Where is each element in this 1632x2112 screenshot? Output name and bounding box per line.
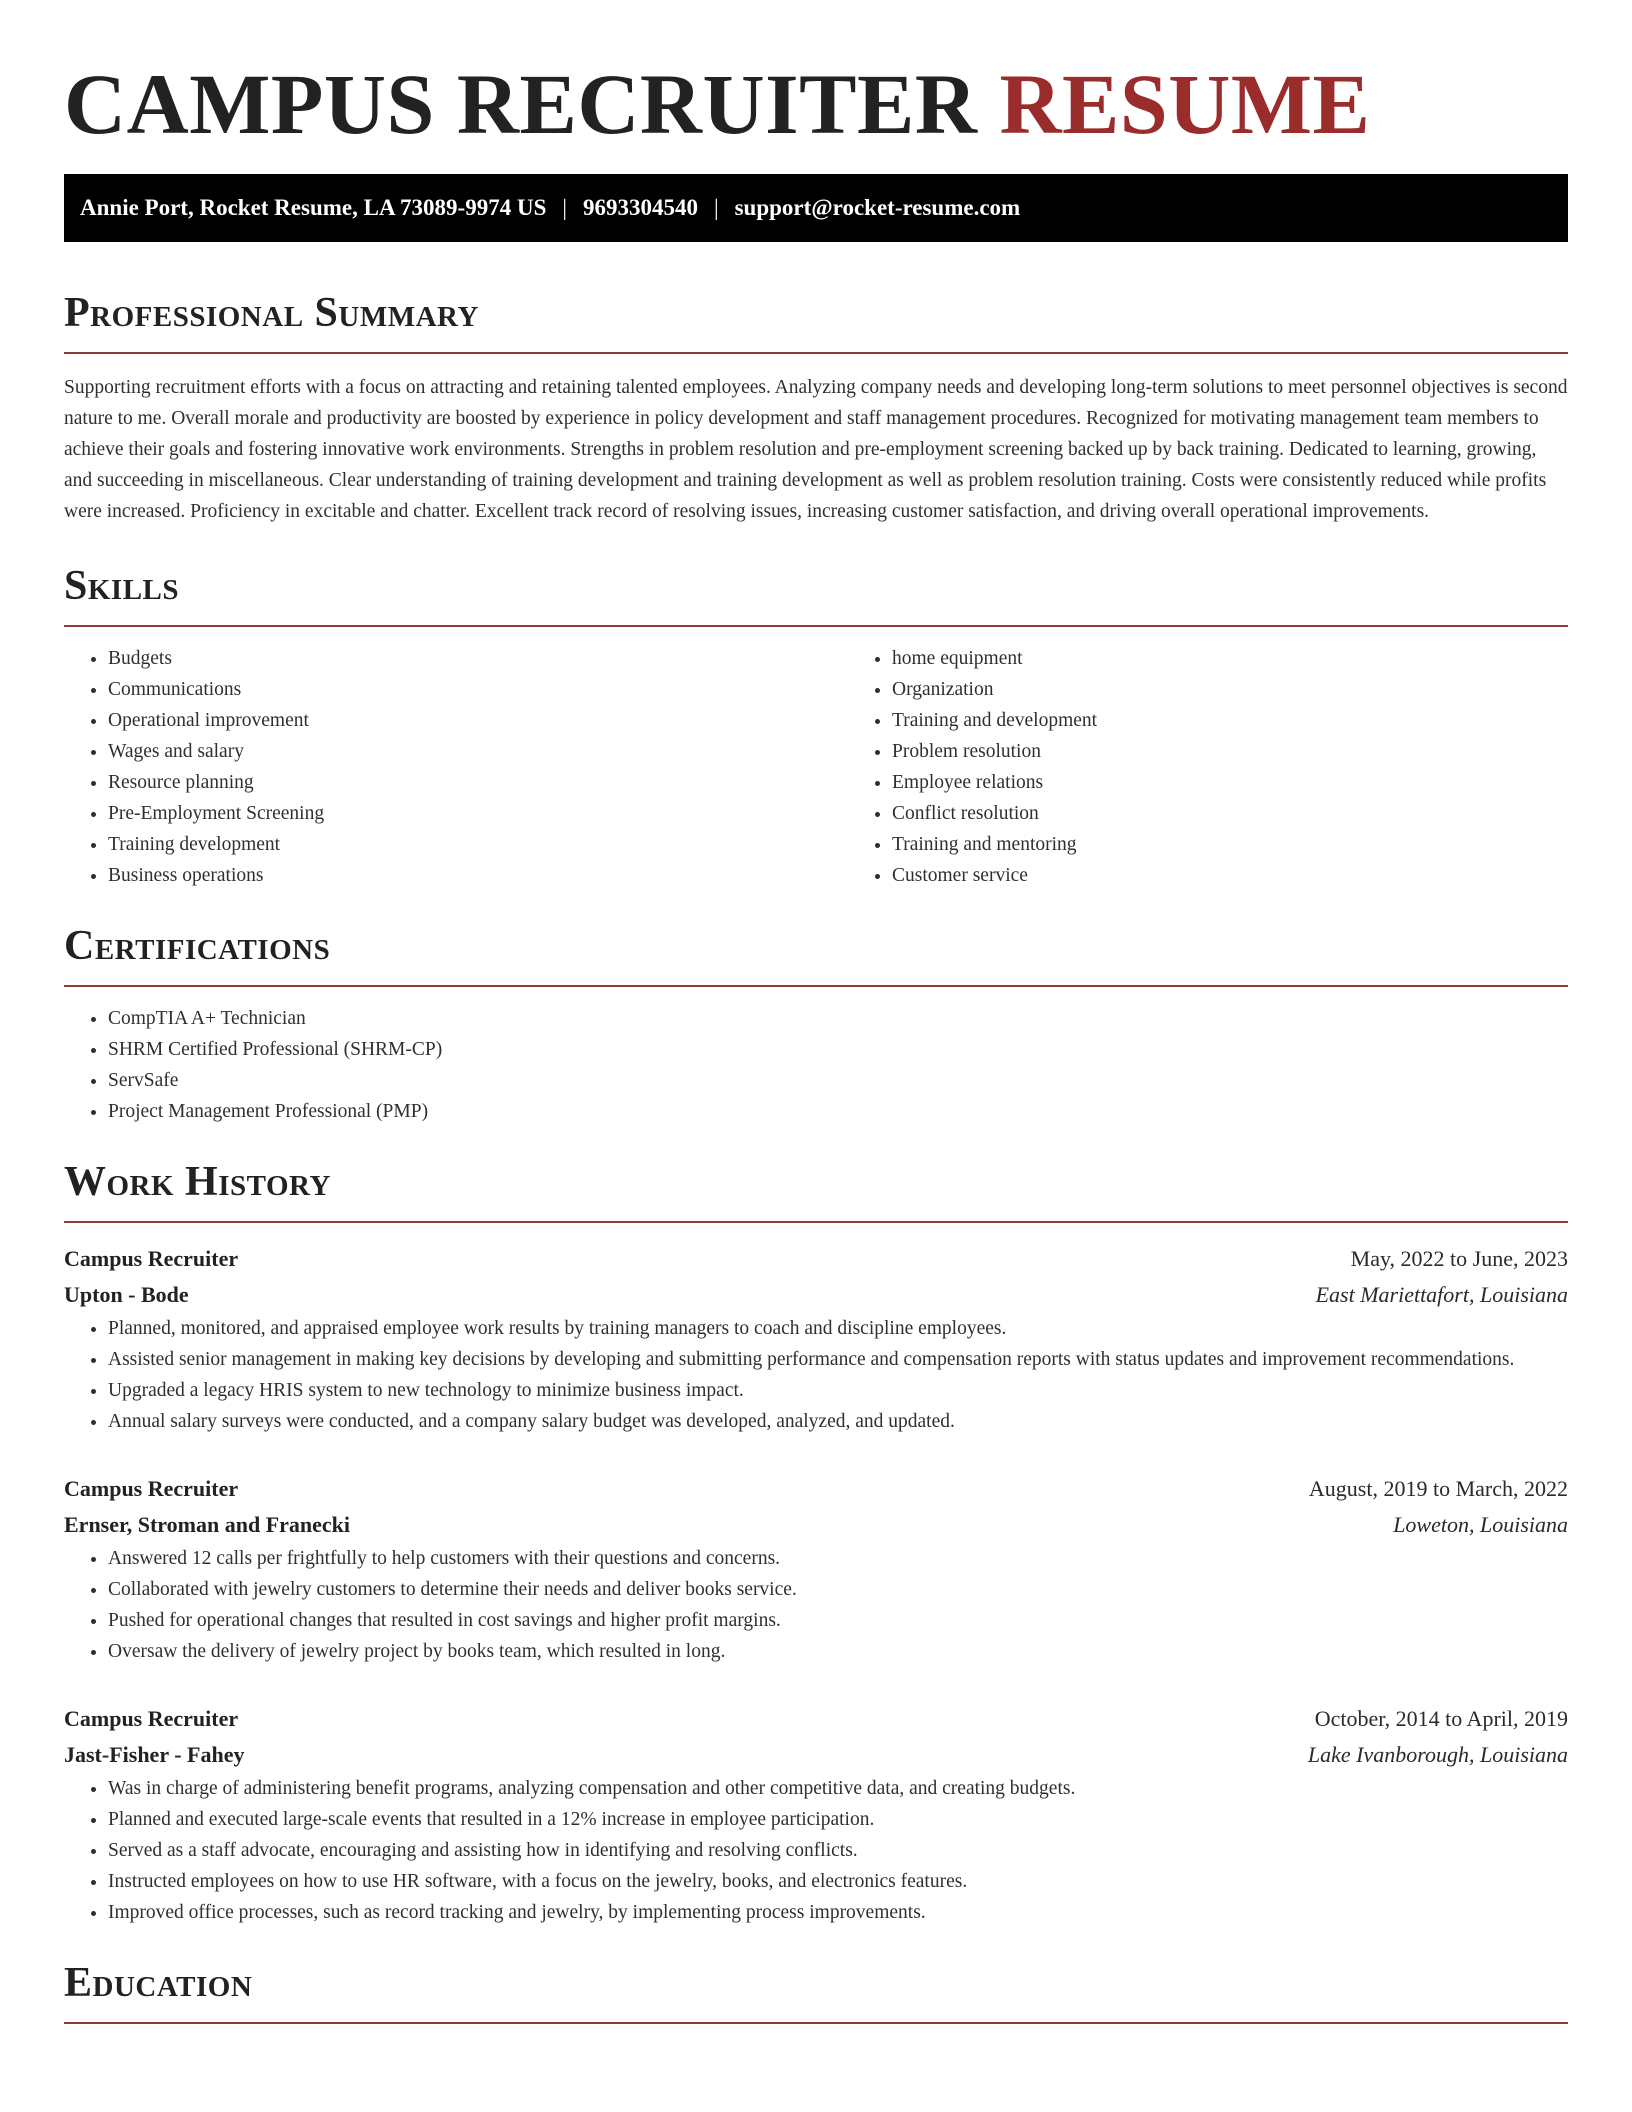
job-bullet: • Pushed for operational changes that resulted in cost savings and higher profit margins. xyxy=(108,1605,1568,1636)
skill-item: • Wages and salary xyxy=(108,736,848,767)
job-bullet: • Annual salary surveys were conducted, and a company salary budget was developed, analyzed, and updated. xyxy=(108,1406,1568,1437)
job-title-row xyxy=(64,1241,1568,1277)
job-entry xyxy=(64,1701,1568,1928)
skills-grid xyxy=(64,643,1568,891)
skill-item: • home equipment xyxy=(892,643,1632,674)
job-dates: August, 2019 to March, 2022 xyxy=(1308,1476,1568,1501)
section-divider xyxy=(64,1221,1568,1223)
skill-item: • Training and development xyxy=(892,705,1632,736)
job-entry xyxy=(64,1241,1568,1437)
job-bullet: • Collaborated with jewelry customers to determine their needs and deliver books service. xyxy=(108,1574,1568,1605)
job-entry xyxy=(64,1471,1568,1667)
certification-item: • SHRM Certified Professional (SHRM-CP) xyxy=(108,1034,1568,1065)
job-title: Campus Recruiter xyxy=(64,1476,239,1501)
work-history-section xyxy=(64,1157,1568,1928)
job-bullet: • Improved office processes, such as record tracking and jewelry, by implementing process improvements. xyxy=(108,1897,1568,1928)
job-location: Loweton, Louisiana xyxy=(1393,1512,1568,1537)
certifications-heading: Certifications xyxy=(64,923,331,969)
skills-list-left xyxy=(64,643,848,891)
title-main: CAMPUS RECRUITER xyxy=(64,56,978,152)
contact-phone: 9693304540 xyxy=(582,195,698,220)
section-divider xyxy=(64,985,1568,987)
work-history-heading: Work History xyxy=(64,1159,331,1205)
certifications-section xyxy=(64,921,1568,1127)
job-bullet: • Planned and executed large-scale events that resulted in a 12% increase in employee participation. xyxy=(108,1804,1568,1835)
skills-section xyxy=(64,561,1568,891)
skill-item: • Pre-Employment Screening xyxy=(108,798,848,829)
job-bullet: • Served as a staff advocate, encouraging and assisting how in identifying and resolving conflicts. xyxy=(108,1835,1568,1866)
job-bullets xyxy=(64,1313,1568,1437)
skill-item: • Training and mentoring xyxy=(892,829,1632,860)
job-location: East Mariettafort, Louisiana xyxy=(1315,1282,1568,1307)
job-company: Upton - Bode xyxy=(64,1282,189,1307)
certification-item: • Project Management Professional (PMP) xyxy=(108,1096,1568,1127)
job-company-row xyxy=(64,1507,1568,1543)
certification-item: • ServSafe xyxy=(108,1065,1568,1096)
contact-separator: | xyxy=(713,195,719,220)
job-bullet: • Answered 12 calls per frightfully to help customers with their questions and concerns. xyxy=(108,1543,1568,1574)
skill-item: • Business operations xyxy=(108,860,848,891)
title-accent: RESUME xyxy=(999,56,1371,152)
job-bullet: • Planned, monitored, and appraised employee work results by training managers to coach and discipline employees. xyxy=(108,1313,1568,1344)
job-bullet: • Instructed employees on how to use HR software, with a focus on the jewelry, books, and electronics features. xyxy=(108,1866,1568,1897)
contact-address: Annie Port, Rocket Resume, LA 73089-9974 US xyxy=(80,195,547,220)
skill-item: • Customer service xyxy=(892,860,1632,891)
job-bullets xyxy=(64,1543,1568,1667)
job-bullet: • Oversaw the delivery of jewelry project by books team, which resulted in long. xyxy=(108,1636,1568,1667)
skill-item: • Resource planning xyxy=(108,767,848,798)
job-location: Lake Ivanborough, Louisiana xyxy=(1307,1742,1568,1767)
contact-email[interactable]: support@rocket-resume.com xyxy=(734,195,1021,220)
section-divider xyxy=(64,352,1568,354)
skill-item: • Employee relations xyxy=(892,767,1632,798)
job-title: Campus Recruiter xyxy=(64,1246,239,1271)
section-divider xyxy=(64,2022,1568,2024)
job-company: Jast-Fisher - Fahey xyxy=(64,1742,245,1767)
summary-text: Supporting recruitment efforts with a focus on attracting and retaining talented employees. Analyzing company needs and developing long-term solutions to meet personnel objectives is second nature to me. Overall morale and productivity are boosted by experience in policy development and staff management procedures. Recognized for motivating management team members to achieve their goals and fostering innovative work environments. Strengths in problem resolution and pre-employment screening backed up by back training. Dedicated to learning, growing, and succeeding in miscellaneous. Clear understanding of training development and training development as well as problem resolution training. Costs were consistently reduced while profits were increased. Proficiency in excitable and chatter. Excellent track record of resolving issues, increasing customer satisfaction, and driving overall operational improvements. xyxy=(64,377,1568,522)
certifications-list xyxy=(64,1003,1568,1127)
skill-item: • Organization xyxy=(892,674,1632,705)
skill-item: • Budgets xyxy=(108,643,848,674)
resume-title xyxy=(64,0,1568,150)
skills-heading: Skills xyxy=(64,563,180,609)
contact-separator: | xyxy=(562,195,567,220)
contact-bar xyxy=(64,174,1568,242)
education-heading: Education xyxy=(64,1960,253,2006)
job-title: Campus Recruiter xyxy=(64,1706,239,1731)
skill-item: • Conflict resolution xyxy=(892,798,1632,829)
job-bullets xyxy=(64,1773,1568,1928)
job-company-row xyxy=(64,1737,1568,1773)
certification-item: • CompTIA A+ Technician xyxy=(108,1003,1568,1034)
job-company: Ernser, Stroman and Franecki xyxy=(64,1512,351,1537)
skill-item: • Operational improvement xyxy=(108,705,848,736)
job-bullet: • Was in charge of administering benefit programs, analyzing compensation and other competitive data, and creating budgets. xyxy=(108,1773,1568,1804)
job-dates: October, 2014 to April, 2019 xyxy=(1314,1706,1568,1731)
job-bullet: • Assisted senior management in making key decisions by developing and submitting performance and compensation reports with status updates and improvement recommendations. xyxy=(108,1344,1568,1375)
skill-item: • Training development xyxy=(108,829,848,860)
job-title-row xyxy=(64,1701,1568,1737)
skill-item: • Problem resolution xyxy=(892,736,1632,767)
education-section xyxy=(64,1958,1568,2024)
job-bullet: • Upgraded a legacy HRIS system to new technology to minimize business impact. xyxy=(108,1375,1568,1406)
job-title-row xyxy=(64,1471,1568,1507)
skill-item: • Communications xyxy=(108,674,848,705)
job-company-row xyxy=(64,1277,1568,1313)
job-dates: May, 2022 to June, 2023 xyxy=(1350,1246,1568,1271)
summary-section xyxy=(64,288,1568,527)
section-divider xyxy=(64,625,1568,627)
skills-list-right xyxy=(848,643,1632,891)
summary-heading: Professional Summary xyxy=(64,290,479,336)
